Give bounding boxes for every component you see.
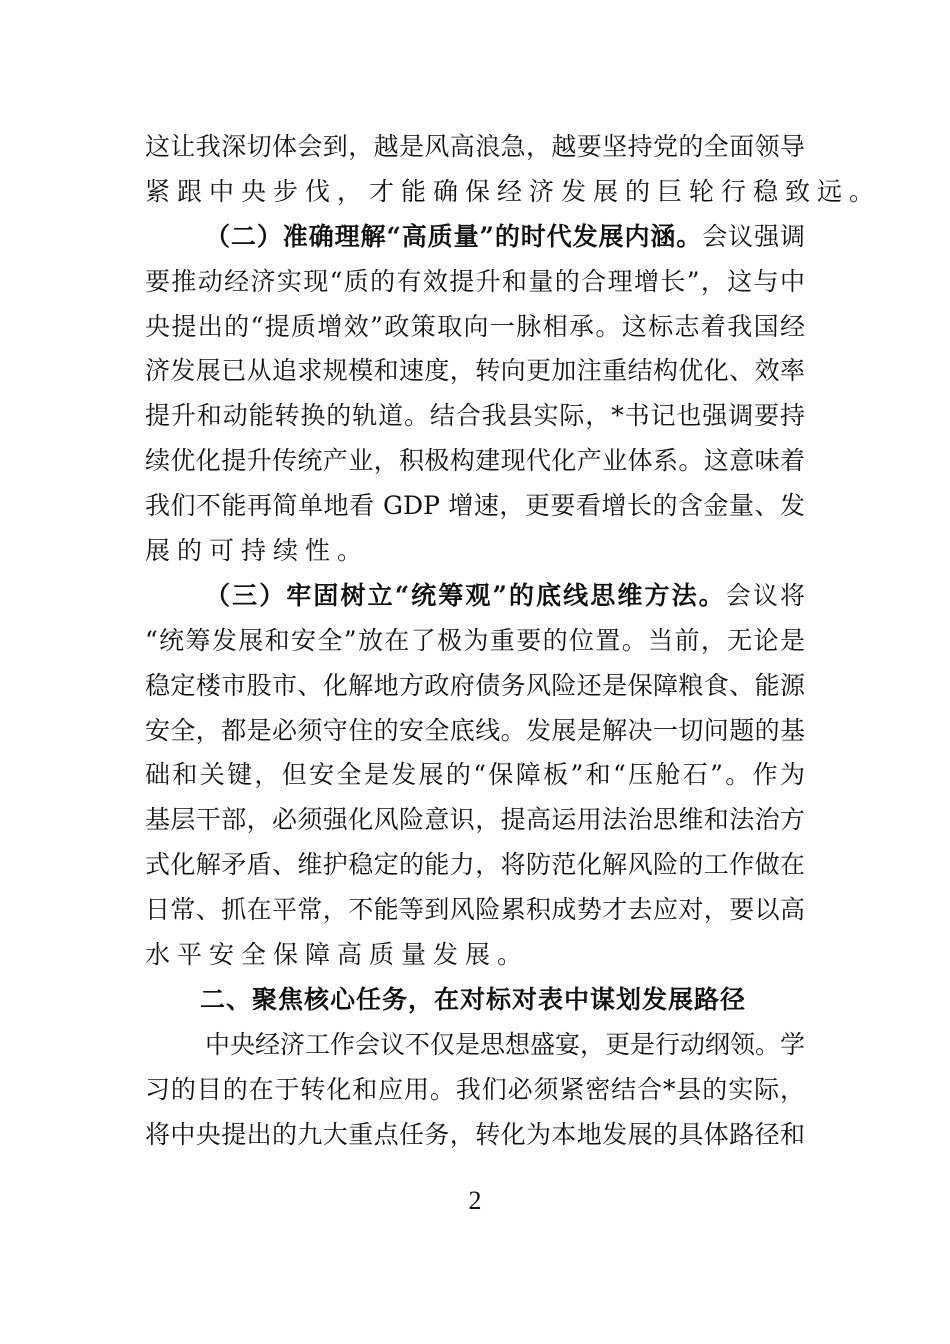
text-line: 稳定楼市股市、化解地方政府债务风险还是保障粮食、能源 bbox=[145, 670, 805, 700]
page-number: 2 bbox=[468, 1186, 482, 1215]
text-span: 会议强调 bbox=[702, 221, 805, 251]
text-line: 我们不能再简单地看 GDP 增速，更要看增长的含金量、发 bbox=[145, 491, 805, 521]
text-line: 提升和动能转换的轨道。结合我县实际，*书记也强调要持 bbox=[145, 401, 805, 431]
text-line: 日常、抓在平常，不能等到风险累积成势才去应对，要以高 bbox=[145, 895, 805, 925]
text-line: 基层干部，必须强化风险意识，提高运用法治思维和法治方 bbox=[145, 805, 805, 835]
text-line: 础和关键，但安全是发展的“保障板”和“压舱石”。作为 bbox=[145, 760, 806, 790]
text-line: 这让我深切体会到，越是风高浪急，越要坚持党的全面领导 bbox=[145, 132, 805, 161]
text-line: 展的可持续性。 bbox=[145, 536, 370, 566]
text-line: 续优化提升传统产业，积极构建现代化产业体系。这意味着 bbox=[145, 446, 805, 476]
subheading-line bbox=[145, 215, 805, 260]
text-line: 将中央提出的九大重点任务，转化为本地发展的具体路径和 bbox=[145, 1119, 805, 1149]
document-body bbox=[145, 125, 882, 1157]
text-line: 中央经济工作会议不仅是思想盛宴，更是行动纲领。学 bbox=[205, 1029, 806, 1059]
section-heading: 二、聚焦核心任务，在对标对表中谋划发展路径 bbox=[200, 984, 747, 1014]
subheading-lead: （二）准确理解“高质量”的时代发展内涵。 bbox=[205, 221, 703, 251]
text-line: “统筹发展和安全”放在了极为重要的位置。当前，无论是 bbox=[145, 625, 805, 655]
subheading-line bbox=[145, 574, 805, 619]
text-line: 式化解矛盾、维护稳定的能力，将防范化解风险的工作做在 bbox=[145, 850, 805, 880]
text-span: 会议将 bbox=[725, 580, 805, 610]
text-line: 安全，都是必须守住的安全底线。发展是解决一切问题的基 bbox=[145, 715, 805, 745]
text-line: 央提出的“提质增效”政策取向一脉相承。这标志着我国经 bbox=[145, 311, 805, 341]
text-line: 济发展已从追求规模和速度，转向更加注重结构优化、效率 bbox=[145, 356, 805, 386]
subheading-lead: （三）牢固树立“统筹观”的底线思维方法。 bbox=[205, 580, 726, 610]
text-line: 水平安全保障高质量发展。 bbox=[145, 940, 530, 970]
text-line: 要推动经济实现“质的有效提升和量的合理增长”，这与中 bbox=[145, 266, 805, 296]
text-line: 紧跟中央步伐，才能确保经济发展的巨轮行稳致远。 bbox=[145, 176, 882, 206]
text-line: 习的目的在于转化和应用。我们必须紧密结合*县的实际， bbox=[145, 1074, 805, 1104]
